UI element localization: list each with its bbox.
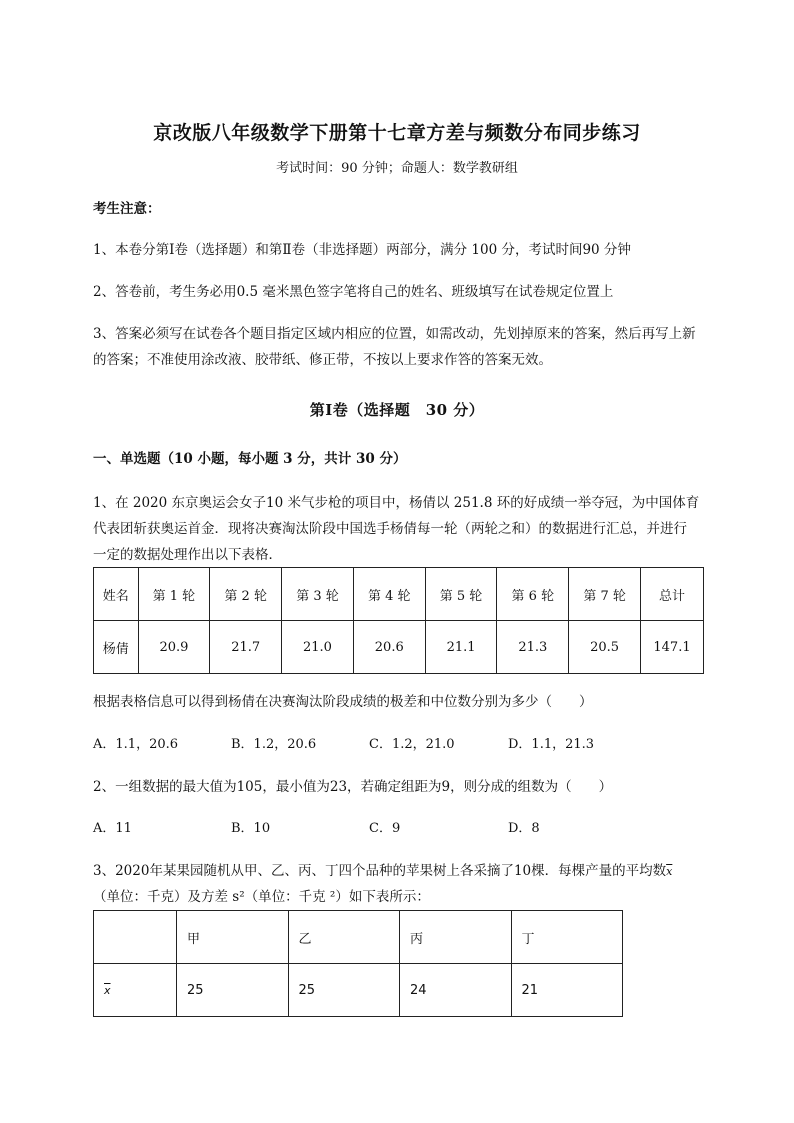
table-cell: 21.7	[210, 621, 282, 674]
choice-b[interactable]: B．1.2，20.6	[231, 737, 317, 752]
table-cell: 20.6	[353, 621, 425, 674]
page-subtitle: 考试时间：90 分钟；命题人：数学教研组	[276, 161, 518, 176]
part-heading: 一、单选题（10 小题，每小题 3 分，共计 30 分）	[93, 451, 407, 467]
table-header-cell: 丁	[511, 911, 623, 964]
table-cell: 20.5	[569, 621, 641, 674]
table-header-cell: 第 4 轮	[353, 568, 425, 621]
question-1-text: 1、在 2020 东京奥运会女子10 米气步枪的项目中，杨倩以 251.8 环的好成绩一举夺冠，为中国体育	[93, 495, 700, 511]
question-3-line: 3、2020年某果园随机从甲、乙、丙、丁四个品种的苹果树上各采摘了10棵．每棵产量的平均数	[93, 863, 667, 879]
table-cell: 24	[400, 964, 512, 1017]
table-cell: 21.0	[282, 621, 354, 674]
choice-c[interactable]: C．1.2，21.0	[369, 737, 455, 752]
question-3-text	[93, 858, 753, 885]
table-cell: 20.9	[138, 621, 210, 674]
table-header-cell: 姓名	[94, 568, 139, 621]
table-cell: 25	[288, 964, 400, 1017]
mean-symbol: $\overline{x}$	[104, 983, 111, 997]
question-3-text: （单位：千克）及方差 s²（单位：千克 ²）如下表所示：	[93, 889, 430, 905]
choice-a[interactable]: A．11	[93, 821, 132, 836]
notice-item: 3、答案必须写在试卷各个题目指定区域内相应的位置，如需改动，先划掉原来的答案，然后再写上新	[93, 326, 696, 342]
table-cell: 21	[511, 964, 623, 1017]
notice-item: 1、本卷分第Ⅰ卷（选择题）和第Ⅱ卷（非选择题）两部分，满分 100 分，考试时间90 分钟	[93, 242, 631, 258]
table-row	[94, 568, 704, 621]
choice-d[interactable]: D．1.1，21.3	[508, 737, 595, 752]
table-header-cell: 第 2 轮	[210, 568, 282, 621]
choice-b[interactable]: B．10	[231, 821, 271, 836]
choice-d[interactable]: D．8	[508, 821, 540, 836]
table-row	[94, 964, 623, 1017]
question-1-table	[93, 567, 704, 674]
question-3-table	[93, 910, 623, 1017]
table-header-cell: 总计	[641, 568, 704, 621]
question-1-prompt: 根据表格信息可以得到杨倩在决赛淘汰阶段成绩的极差和中位数分别为多少（ ）	[93, 694, 593, 710]
question-2-text: 2、一组数据的最大值为105，最小值为23，若确定组距为9，则分成的组数为（ ）	[93, 779, 613, 795]
question-1-text: 一定的数据处理作出以下表格．	[93, 547, 282, 563]
table-header-cell: 第 5 轮	[425, 568, 497, 621]
page-title: 京改版八年级数学下册第十七章方差与频数分布同步练习	[153, 122, 641, 144]
table-header-cell: 第 1 轮	[138, 568, 210, 621]
table-header-cell: 乙	[288, 911, 400, 964]
table-row	[94, 911, 623, 964]
notice-item: 的答案；不准使用涂改液、胶带纸、修正带，不按以上要求作答的答案无效。	[93, 352, 552, 368]
table-cell: 21.1	[425, 621, 497, 674]
question-1-text: 代表团斩获奥运首金．现将决赛淘汰阶段中国选手杨倩每一轮（两轮之和）的数据进行汇总，并进行	[93, 521, 687, 537]
table-cell: 21.3	[497, 621, 569, 674]
table-cell: 147.1	[641, 621, 704, 674]
mean-symbol: $\overline{x}$	[666, 865, 673, 878]
table-header-cell: 丙	[400, 911, 512, 964]
table-cell	[94, 964, 177, 1017]
table-row	[94, 621, 704, 674]
table-cell: 25	[177, 964, 289, 1017]
table-header-cell	[94, 911, 177, 964]
notice-heading: 考生注意：	[93, 201, 161, 217]
table-header-cell: 第 3 轮	[282, 568, 354, 621]
table-header-cell: 第 7 轮	[569, 568, 641, 621]
section-title: 第Ⅰ卷（选择题 30 分）	[309, 401, 485, 419]
table-header-cell: 甲	[177, 911, 289, 964]
table-cell: 杨倩	[94, 621, 139, 674]
table-header-cell: 第 6 轮	[497, 568, 569, 621]
choice-a[interactable]: A．1.1，20.6	[93, 737, 179, 752]
notice-item: 2、答卷前，考生务必用0.5 毫米黑色签字笔将自己的姓名、班级填写在试卷规定位置上	[93, 284, 614, 300]
choice-c[interactable]: C．9	[369, 821, 401, 836]
